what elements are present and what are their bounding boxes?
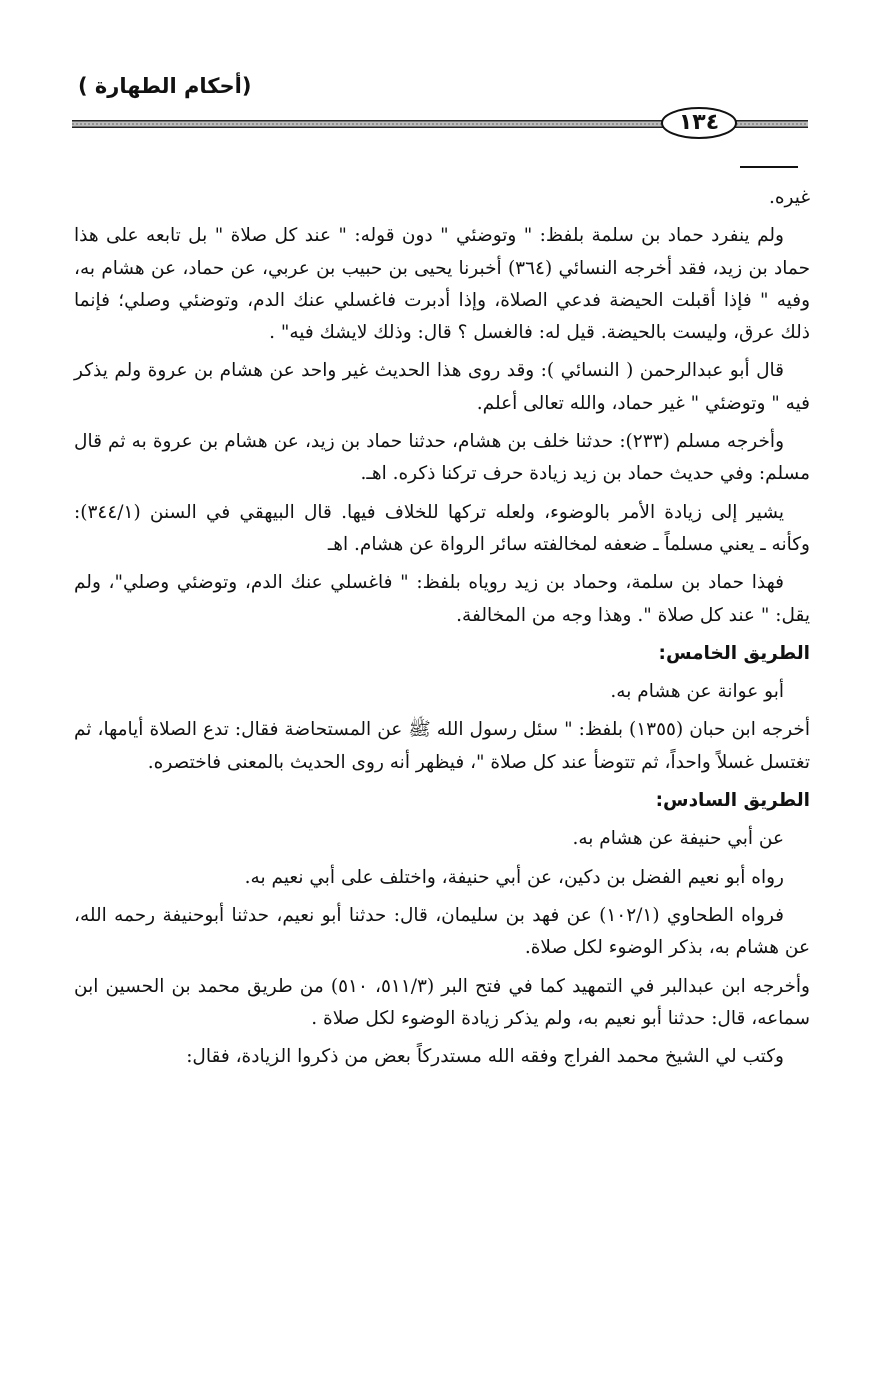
paragraph: وكتب لي الشيخ محمد الفراج وفقه الله مستدركاً بعض من ذكروا الزيادة، فقال: bbox=[186, 1046, 784, 1068]
page-number-badge bbox=[660, 106, 738, 140]
paragraph: يشير إلى زيادة الأمر بالوضوء، ولعله تركها للخلاف فيها. قال البيهقي في السنن (٣٤٤/١): وكأنه ـ يعني مسلماً ـ ضعفه لمخالفته سائر الرواة عن هشام. اهـ bbox=[74, 501, 810, 555]
footnote-separator bbox=[740, 166, 798, 168]
paragraph: عن أبي حنيفة عن هشام به. bbox=[572, 828, 784, 850]
section-heading: الطريق السادس: bbox=[655, 790, 810, 812]
paragraph: أبو عوانة عن هشام به. bbox=[610, 681, 784, 703]
paragraph: غيره. bbox=[768, 187, 810, 208]
page-number: ١٣٤ bbox=[678, 110, 720, 135]
paragraph: فرواه الطحاوي (١٠٢/١) عن فهد بن سليمان، قال: حدثنا أبو نعيم، حدثنا أبوحنيفة رحمه الله، عن هشام به، بذكر الوضوء لكل صلاة. bbox=[74, 904, 810, 959]
page-body bbox=[74, 182, 810, 1079]
paragraph: فهذا حماد بن سلمة، وحماد بن زيد روياه بلفظ: " فاغسلي عنك الدم، وتوضئي وصلي"، ولم يقل: " عند كل صلاة ". وهذا وجه من المخالفة. bbox=[74, 572, 810, 626]
paragraph: وأخرجه ابن عبدالبر في التمهيد كما في فتح البر (٥١١/٣، ٥١٠) من طريق محمد بن الحسين ابن سماعه، قال: حدثنا أبو نعيم به، ولم يذكر زيادة الوضوء لكل صلاة . bbox=[74, 975, 810, 1029]
paragraph: وأخرجه مسلم (٢٣٣): حدثنا خلف بن هشام، حدثنا حماد بن زيد، عن هشام بن عروة به ثم قال مسلم: وفي حديث حماد بن زيد زيادة حرف تركنا ذكره. اهـ. bbox=[74, 431, 810, 485]
paragraph: ولم ينفرد حماد بن سلمة بلفظ: " وتوضئي " دون قوله: " عند كل صلاة " بل تابعه على هذا حماد بن زيد، فقد أخرجه النسائي (٣٦٤) أخبرنا يحيى بن حبيب بن عربي، عن حماد، عن هشام به، وفيه " فإذا أقبلت الحيضة فدعي الصلاة، وإذا أدبرت فاغسلي عنك الدم، وتوضئي وصلي؛ فإنما ذلك عرق، وليست بالحيضة. قيل له: فالغسل ؟ قال: وذلك لايشك فيه" . bbox=[74, 225, 811, 344]
section-heading: الطريق الخامس: bbox=[658, 642, 810, 664]
paragraph: رواه أبو نعيم الفضل بن دكين، عن أبي حنيفة، واختلف على أبي نعيم به. bbox=[244, 866, 784, 888]
paragraph: أخرجه ابن حبان (١٣٥٥) بلفظ: " سئل رسول الله ﷺ عن المستحاضة فقال: تدع الصلاة أيامها، ثم تغتسل غسلاً واحداً، ثم تتوضأ عند كل صلاة "، فيظهر أنه روى الحديث بالمعنى فاختصره. bbox=[74, 719, 810, 773]
book-title: (أحكام الطهارة ) bbox=[78, 74, 252, 98]
paragraph: قال أبو عبدالرحمن ( النسائي ): وقد روى هذا الحديث غير واحد عن هشام بن عروة ولم يذكر فيه " وتوضئي " غير حماد، والله تعالى أعلم. bbox=[74, 360, 810, 414]
